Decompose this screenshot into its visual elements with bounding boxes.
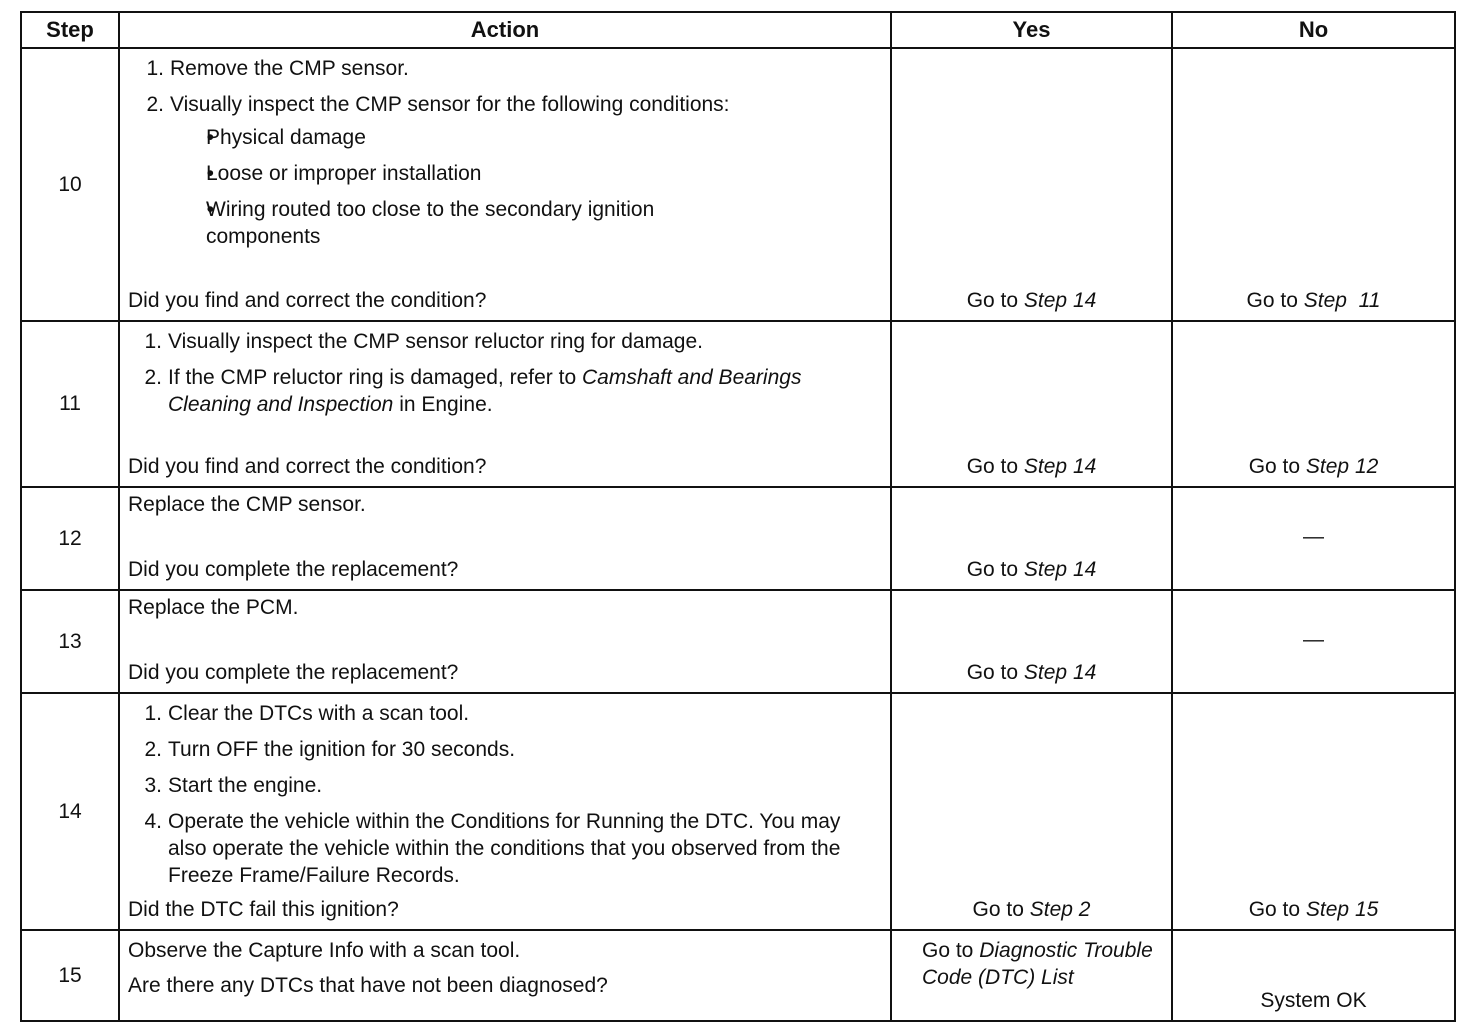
header-row xyxy=(21,12,1455,48)
action-item: Clear the DTCs with a scan tool. xyxy=(168,702,470,725)
table-row xyxy=(21,693,1455,930)
table-row xyxy=(21,590,1455,693)
no-cell xyxy=(1172,930,1455,1021)
yes-cell: Go to Diagnostic Trouble Code (DTC) List xyxy=(891,930,1172,1021)
question-text: Did you find and correct the condition? xyxy=(128,455,487,478)
action-text: Replace the CMP sensor. xyxy=(128,493,366,516)
step-number: 12 xyxy=(21,487,119,590)
action-cell xyxy=(119,590,891,693)
action-item: Remove the CMP sensor. xyxy=(170,57,409,80)
table-row xyxy=(21,48,1455,321)
action-item: Visually inspect the CMP sensor reluctor ring for damage. xyxy=(168,330,703,353)
step-link[interactable]: Step 2 xyxy=(1029,898,1091,921)
action-item: Start the engine. xyxy=(168,774,323,797)
dtc-list-link[interactable]: Diagnostic Trouble Code (DTC) List xyxy=(922,939,1153,989)
action-item: Turn OFF the ignition for 30 seconds. xyxy=(168,738,516,761)
action-cell xyxy=(119,48,891,321)
action-item: Visually inspect the CMP sensor for the following conditions: • Physical damage • Loose or improper installation • Wiring routed too close to the secondary ignition components xyxy=(170,91,882,250)
bullet-item: • Loose or improper installation xyxy=(206,160,882,187)
question-text: Did you complete the replacement? xyxy=(128,558,459,581)
header-action: Action xyxy=(119,12,891,48)
no-cell: Go to Step 11 xyxy=(1172,48,1455,321)
step-number: 15 xyxy=(21,930,119,1021)
table-row xyxy=(21,487,1455,590)
system-ok-text: System OK xyxy=(1260,989,1367,1012)
yes-cell: Go to Step 14 xyxy=(891,321,1172,487)
action-item: Operate the vehicle within the Conditions for Running the DTC. You may also operate the vehicle within the conditions that you observed from the Freeze Frame/Failure Records. xyxy=(168,810,841,887)
step-number: 14 xyxy=(21,693,119,930)
action-text: Replace the PCM. xyxy=(128,596,299,619)
action-text: Observe the Capture Info with a scan tool. xyxy=(128,939,521,962)
table-row xyxy=(21,321,1455,487)
step-link[interactable]: Step 14 xyxy=(1023,289,1097,312)
step-link[interactable]: Step 11 xyxy=(1303,289,1381,312)
step-link[interactable]: Step 14 xyxy=(1023,558,1097,581)
header-yes: Yes xyxy=(891,12,1172,48)
bullet-item: • Wiring routed too close to the secondary ignition components xyxy=(206,196,766,250)
step-link[interactable]: Step 14 xyxy=(1023,455,1097,478)
step-number: 13 xyxy=(21,590,119,693)
step-link[interactable]: Step 12 xyxy=(1305,455,1379,478)
action-item: If the CMP reluctor ring is damaged, refer to Camshaft and Bearings Cleaning and Inspection in Engine. xyxy=(168,366,802,416)
question-text: Did you find and correct the condition? xyxy=(128,289,487,312)
action-cell xyxy=(119,930,891,1021)
action-cell xyxy=(119,487,891,590)
step-number: 11 xyxy=(21,321,119,487)
no-cell xyxy=(1172,590,1455,693)
no-dash: — xyxy=(1303,627,1324,651)
step-number: 10 xyxy=(21,48,119,321)
yes-cell: Go to Step 14 xyxy=(891,590,1172,693)
no-cell: Go to Step 12 xyxy=(1172,321,1455,487)
no-dash: — xyxy=(1303,524,1324,548)
yes-cell: Go to Step 14 xyxy=(891,48,1172,321)
action-cell xyxy=(119,321,891,487)
diagnostic-table xyxy=(20,11,1456,1022)
step-link[interactable]: Step 14 xyxy=(1023,661,1097,684)
header-no: No xyxy=(1172,12,1455,48)
table-row xyxy=(21,930,1455,1021)
question-text: Did you complete the replacement? xyxy=(128,661,459,684)
question-text: Did the DTC fail this ignition? xyxy=(128,898,399,921)
question-text: Are there any DTCs that have not been diagnosed? xyxy=(128,974,608,997)
step-link[interactable]: Step 15 xyxy=(1305,898,1379,921)
yes-cell: Go to Step 14 xyxy=(891,487,1172,590)
yes-cell: Go to Step 2 xyxy=(891,693,1172,930)
header-step: Step xyxy=(21,12,119,48)
action-cell xyxy=(119,693,891,930)
no-cell xyxy=(1172,487,1455,590)
reference-link[interactable]: Camshaft and Bearings Cleaning and Inspection xyxy=(168,366,802,416)
bullet-item: • Physical damage xyxy=(206,124,882,151)
no-cell: Go to Step 15 xyxy=(1172,693,1455,930)
